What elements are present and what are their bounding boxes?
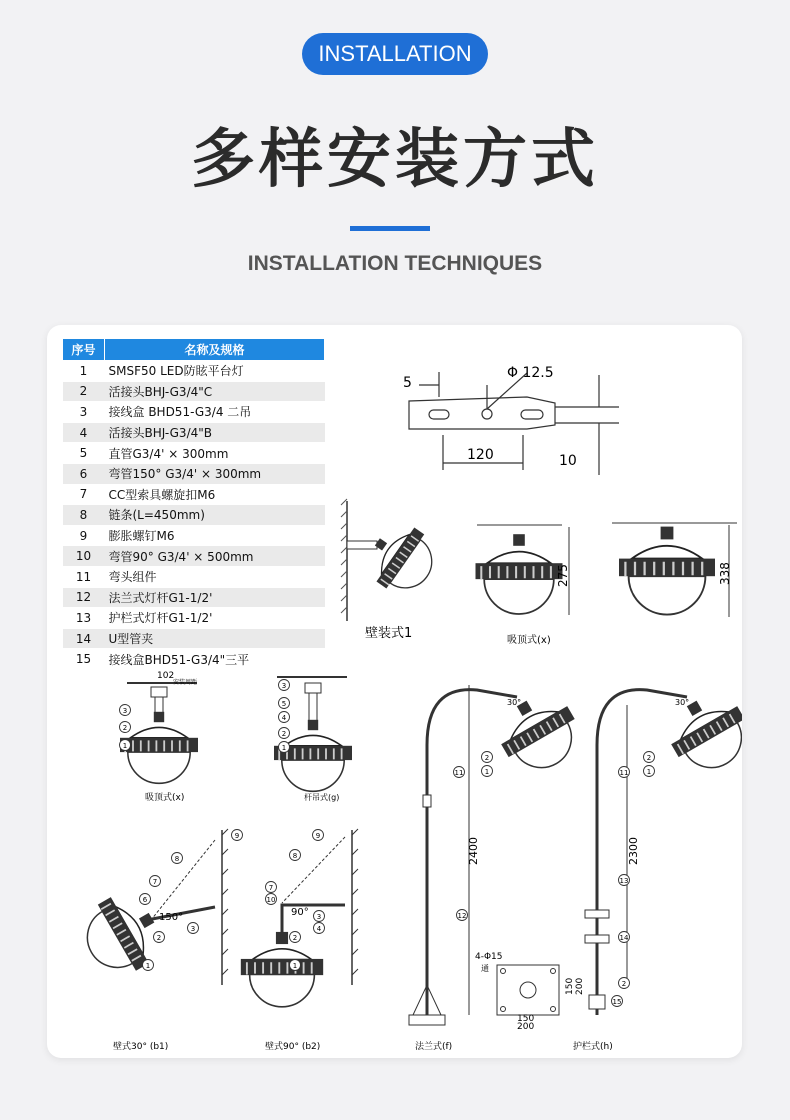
dim-102: 102 [157, 671, 175, 681]
callout-number: 4 [316, 925, 322, 933]
flange-f-label: 法兰式(f) [415, 1042, 453, 1052]
callout-number: 3 [122, 707, 128, 715]
part-spec: U型管夹 [105, 628, 325, 649]
ceiling-x2-label: 吸顶式(x) [145, 793, 185, 803]
callout-number: 1 [484, 768, 490, 776]
callout-number: 7 [152, 878, 158, 886]
hole-spec: 4-Φ15 [475, 952, 503, 962]
part-spec: 弯管150° G3/4' × 300mm [105, 463, 325, 484]
callout-number: 8 [174, 855, 180, 863]
part-spec: 链条(L=450mm) [105, 505, 325, 526]
wall-mount-1-drawing [341, 499, 446, 621]
part-number: 1 [63, 361, 105, 382]
callout-number: 15 [612, 998, 622, 1006]
part-number: 10 [63, 546, 105, 567]
table-header-spec: 名称及规格 [105, 339, 325, 361]
callout-number: 2 [621, 980, 627, 988]
part-number: 13 [63, 608, 105, 629]
part-number: 9 [63, 525, 105, 546]
callout-number: 10 [266, 896, 276, 904]
callout-number: 2 [646, 754, 652, 762]
wall90-label: 壁式90° (b2) [265, 1042, 321, 1052]
part-spec: CC型索具螺旋扣M6 [105, 484, 325, 505]
callout-number: 3 [316, 913, 322, 921]
dim-2400: 2400 [467, 837, 480, 865]
dim-200a: 200 [575, 977, 585, 995]
dim-338: 338 [718, 562, 732, 585]
callout-number: 3 [190, 925, 196, 933]
angle-30b: 30° [675, 698, 690, 707]
part-number: 8 [63, 505, 105, 526]
dim-5: 5 [403, 375, 412, 391]
callout-number: 1 [292, 962, 298, 970]
bracket-diagram [409, 372, 619, 475]
part-number: 14 [63, 628, 105, 649]
callout-number: 14 [619, 934, 629, 942]
pendant-g-label: 杆吊式(g) [304, 793, 340, 802]
callout-number: 7 [268, 884, 274, 892]
callout-number: 11 [454, 769, 464, 777]
ceiling-x-label: 吸顶式(x) [507, 635, 551, 646]
callout-number: 5 [281, 700, 287, 708]
callout-number: 13 [619, 877, 629, 885]
callout-number: 4 [281, 714, 287, 722]
installation-diagram-card [47, 325, 742, 1058]
callout-number: 9 [315, 832, 321, 840]
part-number: 12 [63, 587, 105, 608]
part-spec: 护栏式灯杆G1-1/2' [105, 608, 325, 629]
part-spec: 法兰式灯杆G1-1/2' [105, 587, 325, 608]
callout-number: 2 [484, 754, 490, 762]
part-number: 5 [63, 443, 105, 464]
dim-275: 275 [556, 564, 570, 587]
callout-number: 3 [281, 682, 287, 690]
part-spec: 活接头BHJ-G3/4"C [105, 381, 325, 402]
dim-200b: 200 [517, 1022, 535, 1032]
part-spec: 活接头BHJ-G3/4"B [105, 422, 325, 443]
part-spec: 接线盒 BHD51-G3/4 二吊 [105, 402, 325, 423]
part-number: 11 [63, 566, 105, 587]
part-number: 3 [63, 402, 105, 423]
page-subtitle: INSTALLATION TECHNIQUES [247, 252, 543, 275]
dim-150a: 150 [565, 977, 575, 995]
callout-number: 12 [457, 912, 467, 920]
callout-number: 2 [122, 724, 128, 732]
callout-number: 9 [234, 832, 240, 840]
callout-number: 6 [142, 896, 148, 904]
dim-10: 10 [559, 453, 577, 469]
callout-markers [120, 680, 655, 1007]
part-spec: 弯头组件 [105, 566, 325, 587]
callout-number: 2 [292, 934, 298, 942]
dim-150b: 150 [517, 1014, 535, 1024]
page-title: 多样安装方式 [191, 123, 599, 197]
callout-number: 1 [646, 768, 652, 776]
installation-pill: INSTALLATION [302, 33, 488, 75]
callout-number: 8 [292, 852, 298, 860]
callout-number: 1 [145, 962, 151, 970]
part-spec: 直管G3/4' × 300mm [105, 443, 325, 464]
angle-30a: 30° [507, 698, 522, 707]
ceiling-x-bottom-drawing [120, 683, 198, 783]
hole-note: 安装周距 [173, 679, 198, 686]
table-header-no: 序号 [63, 339, 105, 361]
part-number: 7 [63, 484, 105, 505]
dim-120: 120 [467, 447, 494, 463]
part-spec: 膨胀螺钉M6 [105, 525, 325, 546]
callout-number: 1 [281, 744, 287, 752]
title-underline [350, 226, 430, 231]
callout-number: 11 [619, 769, 629, 777]
guardrail-pole-drawing [585, 685, 742, 1015]
ceiling-mount-drawing [476, 525, 570, 615]
callout-number: 2 [281, 730, 287, 738]
dim-phi: Φ 12.5 [507, 365, 554, 381]
part-spec: 接线盒BHD51-G3/4"三平 [105, 649, 325, 670]
angle-90: 90° [291, 907, 309, 918]
wall30-label: 壁式30° (b1) [113, 1042, 169, 1052]
part-spec: SMSF50 LED防眩平台灯 [105, 361, 325, 382]
callout-number: 1 [122, 742, 128, 750]
flange-plate-drawing [497, 965, 559, 1015]
part-number: 4 [63, 422, 105, 443]
installation-drawings [47, 325, 742, 1058]
part-number: 6 [63, 463, 105, 484]
guardrail-h-label: 护栏式(h) [573, 1042, 613, 1052]
part-spec: 弯管90° G3/4' × 500mm [105, 546, 325, 567]
wall1-label: 壁装式1 [365, 626, 413, 641]
dim-2300: 2300 [627, 837, 640, 865]
callout-number: 2 [156, 934, 162, 942]
part-number: 2 [63, 381, 105, 402]
hole-sub: 通 [481, 964, 489, 973]
angle-150: 150° [159, 912, 184, 923]
part-number: 15 [63, 649, 105, 670]
